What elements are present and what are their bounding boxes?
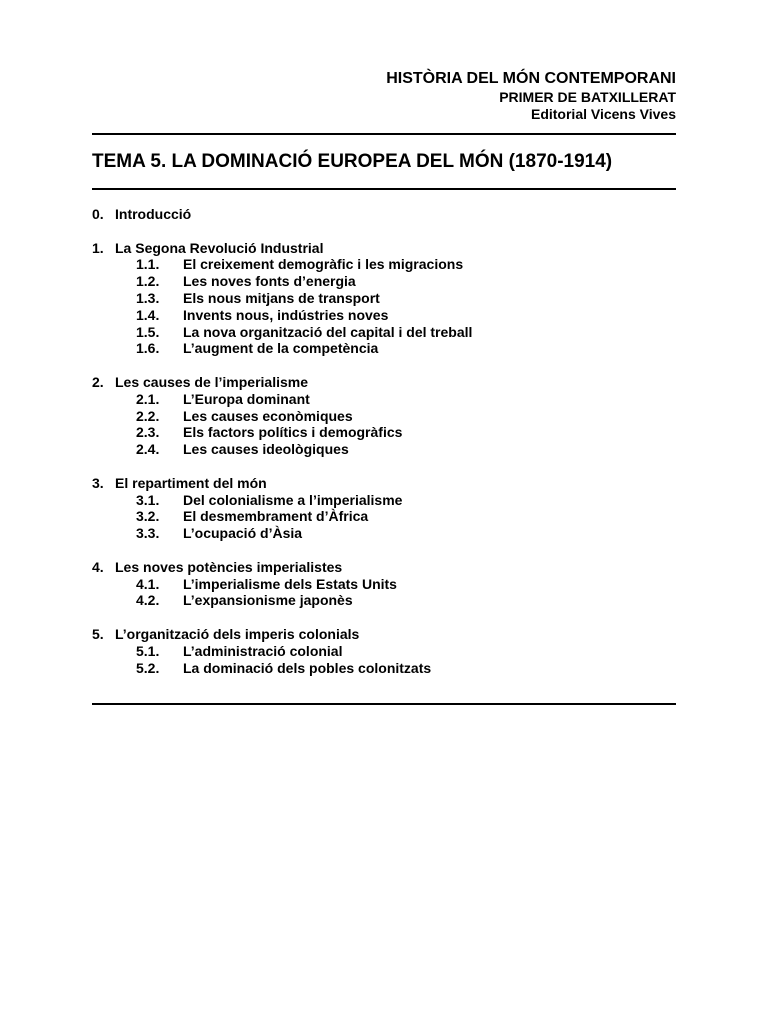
subsection-item <box>92 576 676 593</box>
section-heading <box>92 206 676 223</box>
subsection-number: 2.1. <box>136 390 160 407</box>
subsection-item <box>92 424 676 441</box>
toc-section <box>92 206 676 223</box>
section-heading <box>92 626 676 643</box>
title-divider <box>92 188 676 190</box>
subsection-item <box>92 290 676 307</box>
subsection-title: L’augment de la competència <box>183 340 379 357</box>
section-title: Les noves potències imperialistes <box>115 558 343 575</box>
book-title: HISTÒRIA DEL MÓN CONTEMPORANI <box>386 70 676 87</box>
subsection-title: Invents nous, indústries noves <box>183 306 389 323</box>
toc-section <box>92 240 676 358</box>
section-number: 2. <box>92 373 104 390</box>
subsection-number: 5.2. <box>136 659 160 676</box>
section-title: La Segona Revolució Industrial <box>115 239 324 256</box>
subsection-item <box>92 256 676 273</box>
section-title: El repartiment del món <box>115 474 267 491</box>
table-of-contents <box>92 206 676 693</box>
subsection-title: El creixement demogràfic i les migracions <box>183 256 464 273</box>
subsection-item <box>92 492 676 509</box>
top-divider <box>92 133 676 135</box>
section-heading <box>92 374 676 391</box>
subsection-item <box>92 273 676 290</box>
subsection-number: 5.1. <box>136 642 160 659</box>
subsection-item <box>92 408 676 425</box>
subsection-title: Del colonialisme a l’imperialisme <box>183 491 403 508</box>
subsection-number: 1.4. <box>136 306 160 323</box>
course-name: PRIMER DE BATXILLERAT <box>499 89 676 105</box>
subsection-title: L’Europa dominant <box>183 390 310 407</box>
subsection-item <box>92 592 676 609</box>
toc-section <box>92 559 676 609</box>
subsection-title: La nova organització del capital i del treball <box>183 323 473 340</box>
toc-section <box>92 626 676 676</box>
subsection-item <box>92 340 676 357</box>
subsection-number: 3.1. <box>136 491 160 508</box>
tema-title: TEMA 5. LA DOMINACIÓ EUROPEA DEL MÓN (1870-1914) <box>92 151 613 172</box>
subsection-number: 4.2. <box>136 592 160 609</box>
section-heading <box>92 240 676 257</box>
subsection-item <box>92 643 676 660</box>
publisher-name: Editorial Vicens Vives <box>530 106 676 122</box>
subsection-number: 3.2. <box>136 508 160 525</box>
subsection-title: L’administració colonial <box>183 642 343 659</box>
subsection-number: 1.1. <box>136 256 160 273</box>
subsection-title: Les noves fonts d’energia <box>183 273 356 290</box>
subsection-title: Els nous mitjans de transport <box>183 289 380 306</box>
subsection-title: Les causes ideològiques <box>183 441 349 458</box>
bottom-divider <box>92 703 676 705</box>
toc-section <box>92 374 676 458</box>
subsection-number: 1.3. <box>136 289 160 306</box>
subsection-number: 2.4. <box>136 441 160 458</box>
subsection-item <box>92 525 676 542</box>
subsection-item <box>92 324 676 341</box>
section-number: 5. <box>92 625 104 642</box>
subsection-number: 4.1. <box>136 575 160 592</box>
subsection-title: La dominació dels pobles colonitzats <box>183 659 432 676</box>
section-heading <box>92 559 676 576</box>
section-number: 4. <box>92 558 104 575</box>
subsection-item <box>92 508 676 525</box>
subsection-item <box>92 307 676 324</box>
document-header <box>386 69 676 123</box>
subsection-number: 1.5. <box>136 323 160 340</box>
subsection-title: El desmembrament d’Àfrica <box>183 508 369 525</box>
subsection-title: Els factors polítics i demogràfics <box>183 424 403 441</box>
subsection-number: 2.2. <box>136 407 160 424</box>
section-title: L’organització dels imperis colonials <box>115 625 360 642</box>
subsection-number: 1.6. <box>136 340 160 357</box>
section-number: 0. <box>92 206 104 222</box>
subsection-title: L’ocupació d’Àsia <box>183 525 303 542</box>
subsection-item <box>92 441 676 458</box>
subsection-title: Les causes econòmiques <box>183 407 353 424</box>
subsection-title: L’imperialisme dels Estats Units <box>183 575 397 592</box>
toc-section <box>92 475 676 542</box>
subsection-title: L’expansionisme japonès <box>183 592 353 609</box>
section-number: 3. <box>92 474 104 491</box>
subsection-item <box>92 391 676 408</box>
subsection-number: 1.2. <box>136 273 160 290</box>
subsection-number: 3.3. <box>136 525 160 542</box>
section-heading <box>92 475 676 492</box>
section-title: Introducció <box>115 206 192 222</box>
subsection-number: 2.3. <box>136 424 160 441</box>
section-title: Les causes de l’imperialisme <box>115 373 308 390</box>
section-number: 1. <box>92 239 104 256</box>
subsection-item <box>92 660 676 677</box>
